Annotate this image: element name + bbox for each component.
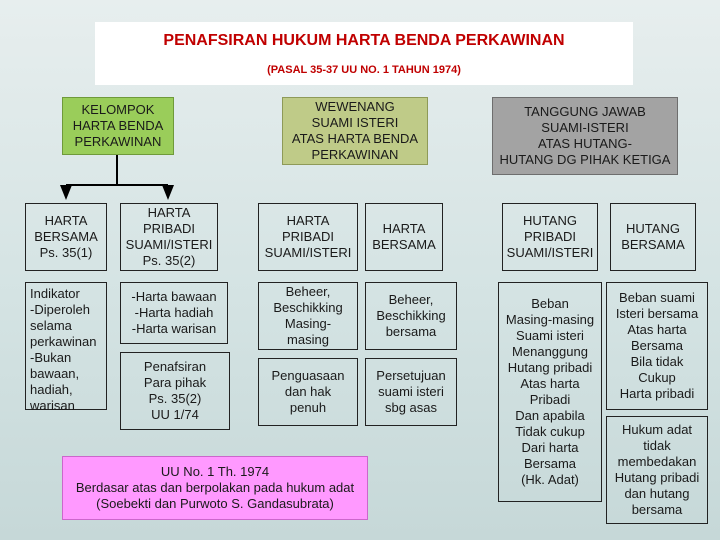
wewenang-harta-pribadi-box: HARTA PRIBADI SUAMI/ISTERI xyxy=(258,203,358,271)
footer-box: UU No. 1 Th. 1974 Berdasar atas dan berpolakan pada hukum adat (Soebekti dan Purwoto S. Gandasubrata) xyxy=(62,456,368,520)
indikator-box: Indikator -Diperoleh selama perkawinan -Bukan bawaan, hadiah, warisan xyxy=(25,282,107,410)
wewenang-header: WEWENANG SUAMI ISTERI ATAS HARTA BENDA PERKAWINAN xyxy=(282,97,428,165)
penguasaan-box: Penguasaan dan hak penuh xyxy=(258,358,358,426)
tanggung-jawab-header: TANGGUNG JAWAB SUAMI-ISTERI ATAS HUTANG- HUTANG DG PIHAK KETIGA xyxy=(492,97,678,175)
beheer-bersama-box: Beheer, Beschikking bersama xyxy=(365,282,457,350)
beban-bersama-box: Beban suami Isteri bersama Atas harta Bersama Bila tidak Cukup Harta pribadi xyxy=(606,282,708,410)
hutang-bersama-box: HUTANG BERSAMA xyxy=(610,203,696,271)
beheer-masing-box: Beheer, Beschikking Masing- masing xyxy=(258,282,358,350)
harta-pribadi-box: HARTA PRIBADI SUAMI/ISTERI Ps. 35(2) xyxy=(120,203,218,271)
penafsiran-box: Penafsiran Para pihak Ps. 35(2) UU 1/74 xyxy=(120,352,230,430)
bawaan-box: -Harta bawaan -Harta hadiah -Harta warisan xyxy=(120,282,228,344)
hukum-adat-box: Hukum adat tidak membedakan Hutang pribadi dan hutang bersama xyxy=(606,416,708,524)
hutang-pribadi-box: HUTANG PRIBADI SUAMI/ISTERI xyxy=(502,203,598,271)
kelompok-header: KELOMPOK HARTA BENDA PERKAWINAN xyxy=(62,97,174,155)
harta-bersama-box: HARTA BERSAMA Ps. 35(1) xyxy=(25,203,107,271)
arrow-left xyxy=(60,185,72,200)
beban-pribadi-box: Beban Masing-masing Suami isteri Menanggung Hutang pribadi Atas harta Pribadi Dan apabila Tidak cukup Dari harta Bersama (Hk. Adat) xyxy=(498,282,602,502)
page-title: PENAFSIRAN HUKUM HARTA BENDA PERKAWINAN xyxy=(163,32,565,49)
arrow-right xyxy=(162,185,174,200)
persetujuan-box: Persetujuan suami isteri sbg asas xyxy=(365,358,457,426)
wewenang-harta-bersama-box: HARTA BERSAMA xyxy=(365,203,443,271)
page-subtitle: (PASAL 35-37 UU NO. 1 TAHUN 1974) xyxy=(267,64,461,76)
